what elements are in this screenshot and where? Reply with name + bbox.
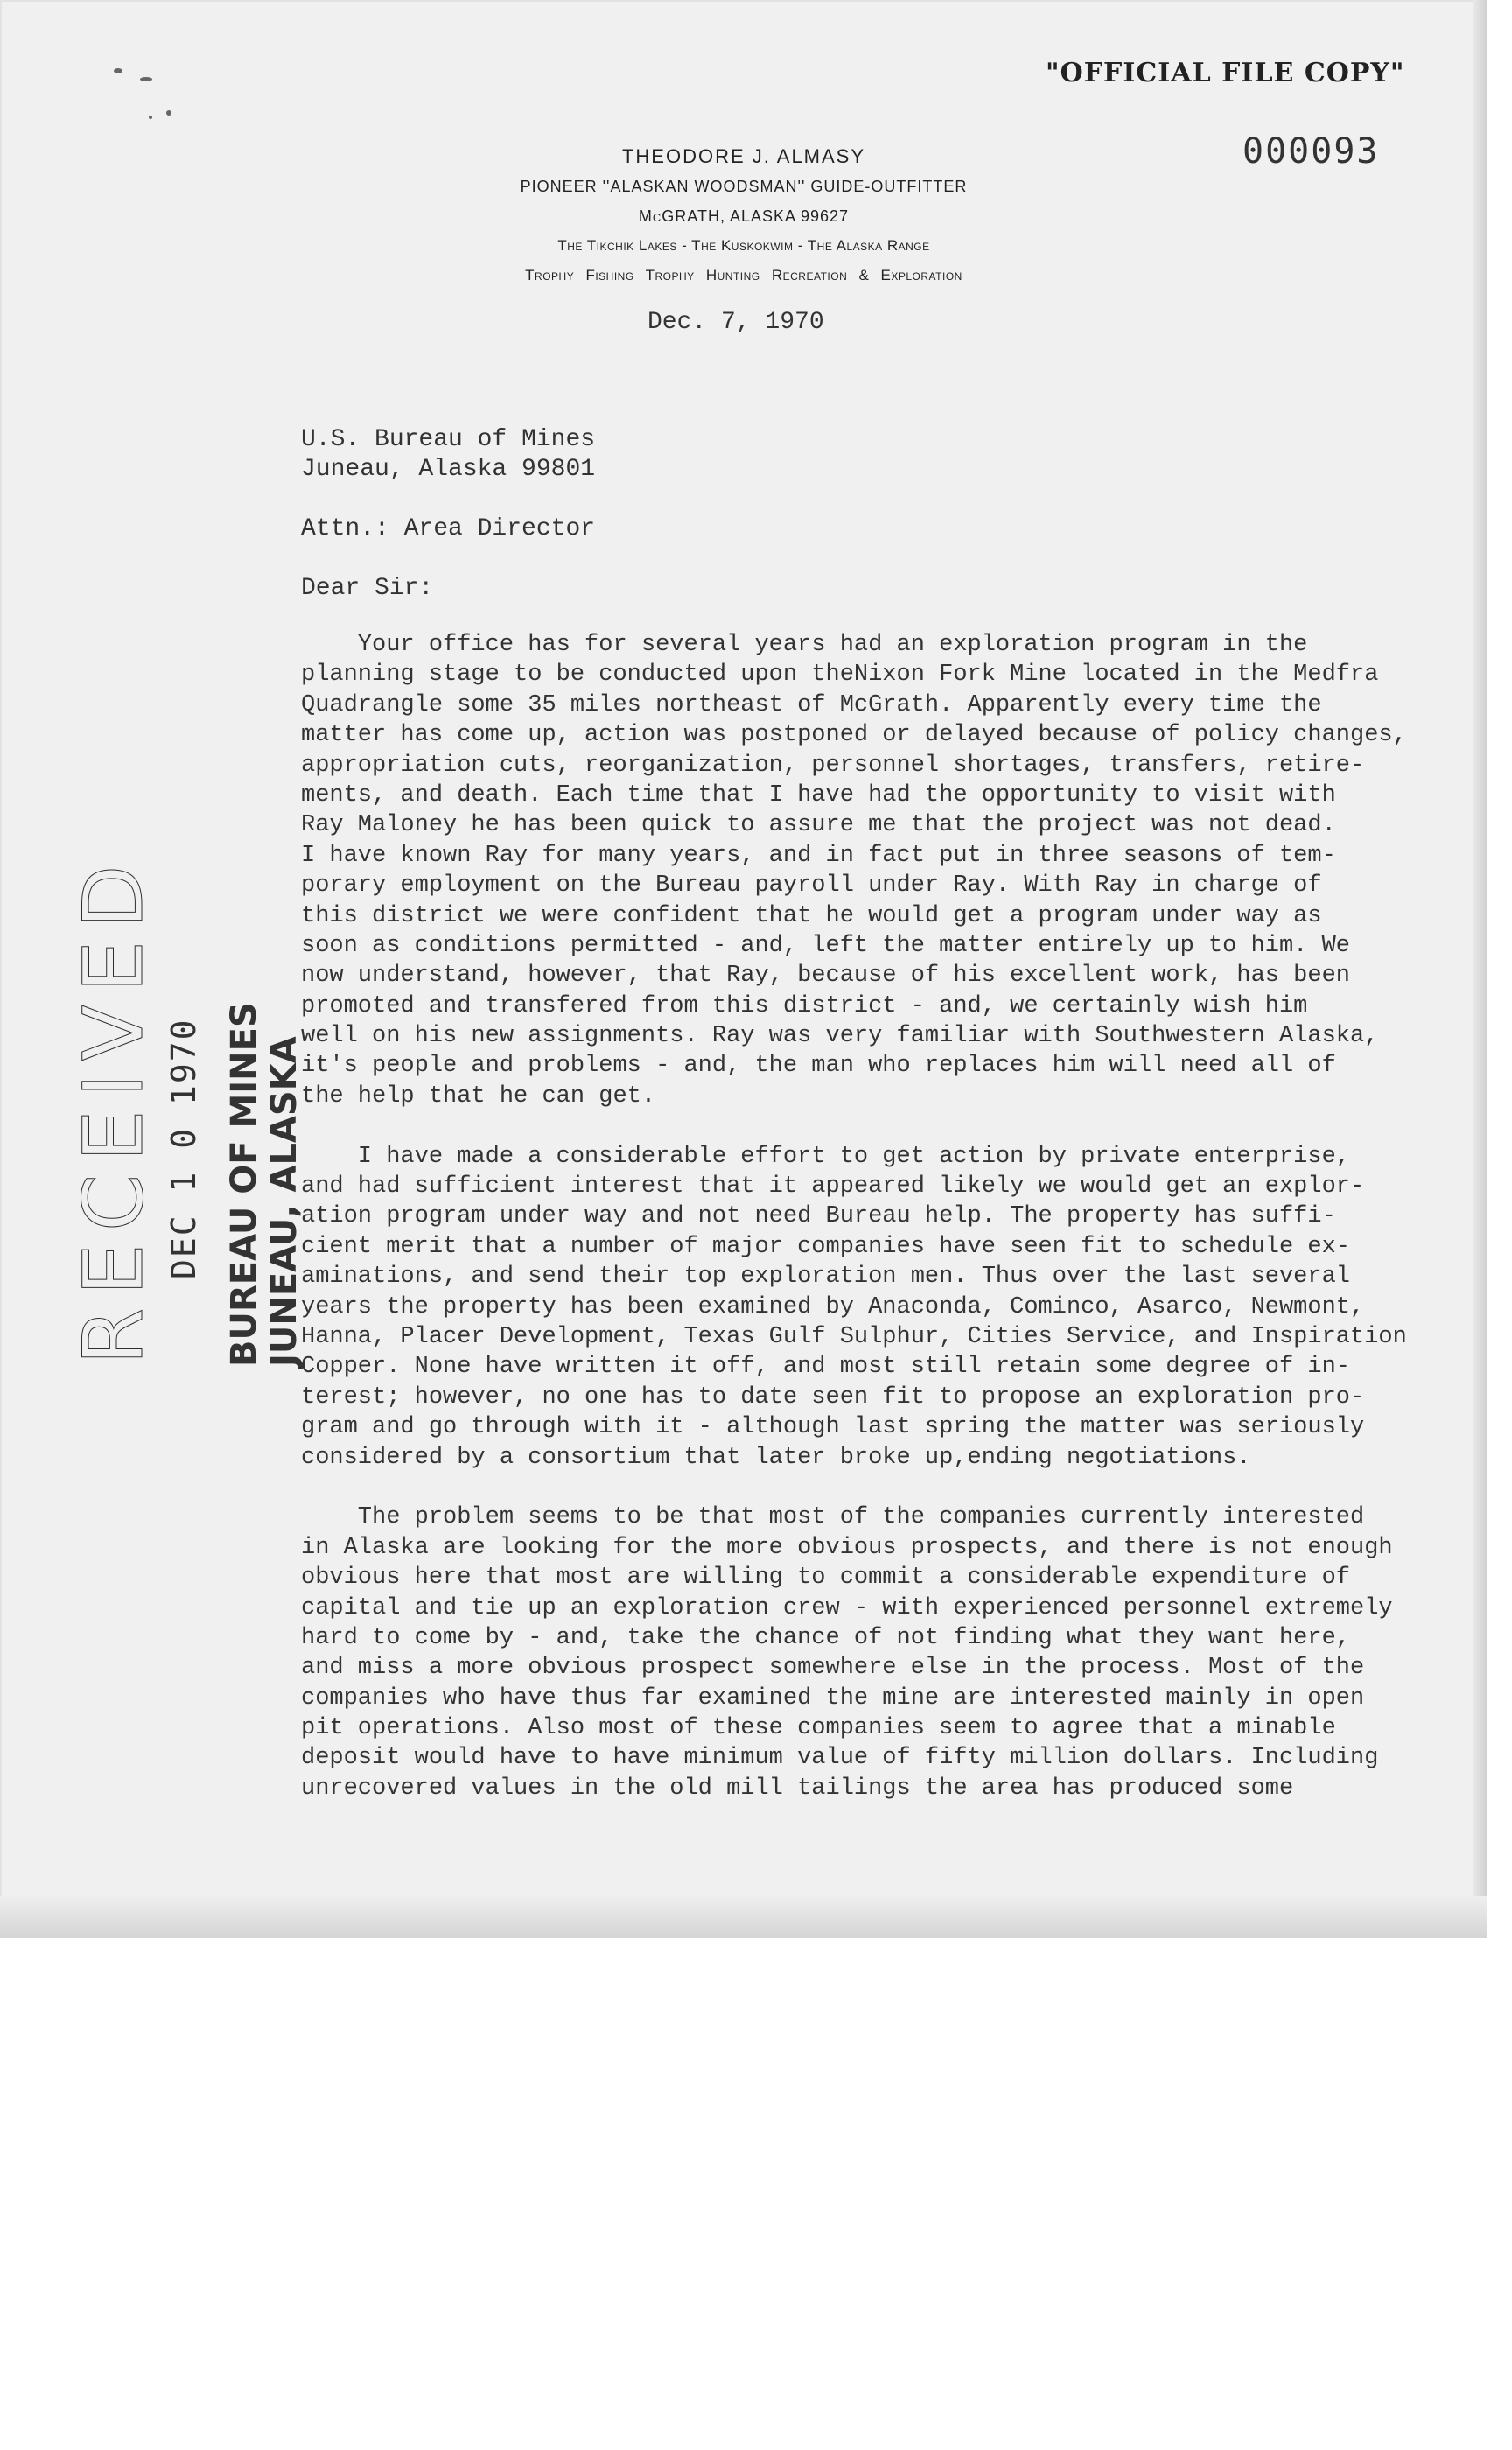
text-line: companies who have thus far examined the mine are interested mainly in open (301, 1684, 1365, 1712)
letterhead (385, 142, 1102, 290)
text-line: deposit would have to have minimum value of fifty million dollars. Including (301, 1745, 1379, 1772)
text-line: ation program under way and not need Bureau help. The property has suffi- (301, 1203, 1336, 1230)
text-line: cient merit that a number of major companies have seen fit to schedule ex- (301, 1233, 1350, 1260)
text-line: unrecovered values in the old mill tailings the area has produced some (301, 1774, 1294, 1802)
text-line: I have made a considerable effort to get action by private enterprise, (301, 1143, 1350, 1170)
text-line: Hanna, Placer Development, Texas Gulf Sulphur, Cities Service, and Inspiration (301, 1323, 1407, 1350)
text-line: gram and go through with it - although last spring the matter was seriously (301, 1414, 1365, 1441)
text-line: Ray Maloney he has been quick to assure me that the project was not dead. (301, 812, 1336, 839)
page-edge-shadow (1474, 0, 1488, 1938)
letterhead-name: THEODORE J. ALMASY (621, 145, 866, 167)
file-number-stamp: 000093 (1242, 131, 1380, 172)
text-line: capital and tie up an exploration crew - with experienced personnel extremely (301, 1594, 1393, 1621)
text-line: it's people and problems - and, the man who replaces him will need all of (301, 1053, 1336, 1080)
letterhead-location: McGRATH, ALASKA 99627 (638, 207, 850, 225)
letterhead-services: Trophy Fishing Trophy Hunting Recreation & Exploration (525, 267, 962, 284)
salutation: Dear Sir: (301, 575, 434, 602)
recipient-line: Juneau, Alaska 99801 (301, 456, 596, 483)
ink-speck (114, 68, 122, 74)
paragraph-1 (301, 630, 1447, 1111)
text-line: obvious here that most are willing to commit a considerable expenditure of (301, 1564, 1350, 1592)
text-line: hard to come by - and, take the chance of not finding what they want here, (301, 1624, 1350, 1651)
page-bottom-shadow (0, 1896, 1488, 1938)
paragraph-2 (301, 1142, 1447, 1473)
text-line: matter has come up, action was postponed or delayed because of policy changes, (301, 722, 1407, 749)
letter-date: Dec. 7, 1970 (648, 309, 824, 336)
text-line: promoted and transfered from this district - and, we certainly wish him (301, 992, 1308, 1019)
ink-speck (140, 77, 152, 81)
ink-speck (166, 110, 172, 116)
text-line: I have known Ray for many years, and in fact put in three seasons of tem- (301, 842, 1336, 869)
text-line: pit operations. Also most of these companies seem to agree that a minable (301, 1715, 1336, 1742)
stamp-bureau-line: JUNEAU, ALASKA (264, 1036, 304, 1367)
text-line: and miss a more obvious prospect somewhere else in the process. Most of the (301, 1655, 1365, 1682)
text-line: the help that he can get. (301, 1082, 656, 1110)
letterhead-title: PIONEER ''ALASKAN WOODSMAN'' GUIDE-OUTFITTER (520, 178, 968, 195)
text-line: now understand, however, that Ray, because of his excellent work, has been (301, 962, 1350, 990)
text-line: considered by a consortium that later broke up,ending negotiations. (301, 1444, 1251, 1471)
text-line: appropriation cuts, reorganization, personnel shortages, transfers, retire- (301, 752, 1365, 779)
official-file-copy-stamp: "OFFICIAL FILE COPY" (1046, 58, 1405, 88)
text-line: porary employment on the Bureau payroll under Ray. With Ray in charge of (301, 872, 1322, 900)
text-line: in Alaska are looking for the more obvious prospects, and there is not enough (301, 1534, 1393, 1561)
attention-line: Attn.: Area Director (301, 515, 596, 542)
paragraph-3 (301, 1502, 1447, 1803)
text-line: this district we were confident that he would get a program under way as (301, 902, 1322, 929)
text-line: Your office has for several years had an exploration program in the (301, 632, 1308, 658)
received-stamp-bureau (224, 1002, 304, 1367)
text-line: and had sufficient interest that it appeared likely we would get an explor- (301, 1173, 1365, 1200)
ink-speck (149, 116, 152, 119)
paragraph-gap (301, 1473, 1447, 1502)
text-line: The problem seems to be that most of the companies currently interested (301, 1504, 1365, 1531)
letterhead-regions: The Tikchik Lakes - The Kuskokwim - The Alaska Range (557, 237, 930, 254)
text-line: years the property has been examined by Anaconda, Cominco, Asarco, Newmont, (301, 1293, 1365, 1320)
stamp-bureau-line: BUREAU OF MINES (224, 1002, 264, 1367)
recipient-line: U.S. Bureau of Mines (301, 426, 596, 453)
text-line: soon as conditions permitted - and, left the matter entirely up to him. We (301, 932, 1350, 959)
text-line: aminations, and send their top exploration men. Thus over the last several (301, 1264, 1350, 1291)
text-line: ments, and death. Each time that I have had the opportunity to visit with (301, 781, 1336, 808)
text-line: planning stage to be conducted upon theNixon Fork Mine located in the Medfra (301, 662, 1379, 689)
paragraph-gap (301, 1111, 1447, 1141)
letter-body (301, 630, 1447, 1803)
received-stamp-date: DEC 1 0 1970 (164, 1018, 203, 1279)
text-line: well on his new assignments. Ray was very familiar with Southwestern Alaska, (301, 1023, 1379, 1050)
text-line: terest; however, no one has to date seen fit to propose an exploration pro- (301, 1383, 1365, 1410)
text-line: Quadrangle some 35 miles northeast of McGrath. Apparently every time the (301, 691, 1322, 718)
recipient-block (301, 425, 595, 485)
text-line: Copper. None have written it off, and most still retain some degree of in- (301, 1354, 1350, 1381)
received-stamp: RECEIVED (66, 852, 162, 1365)
